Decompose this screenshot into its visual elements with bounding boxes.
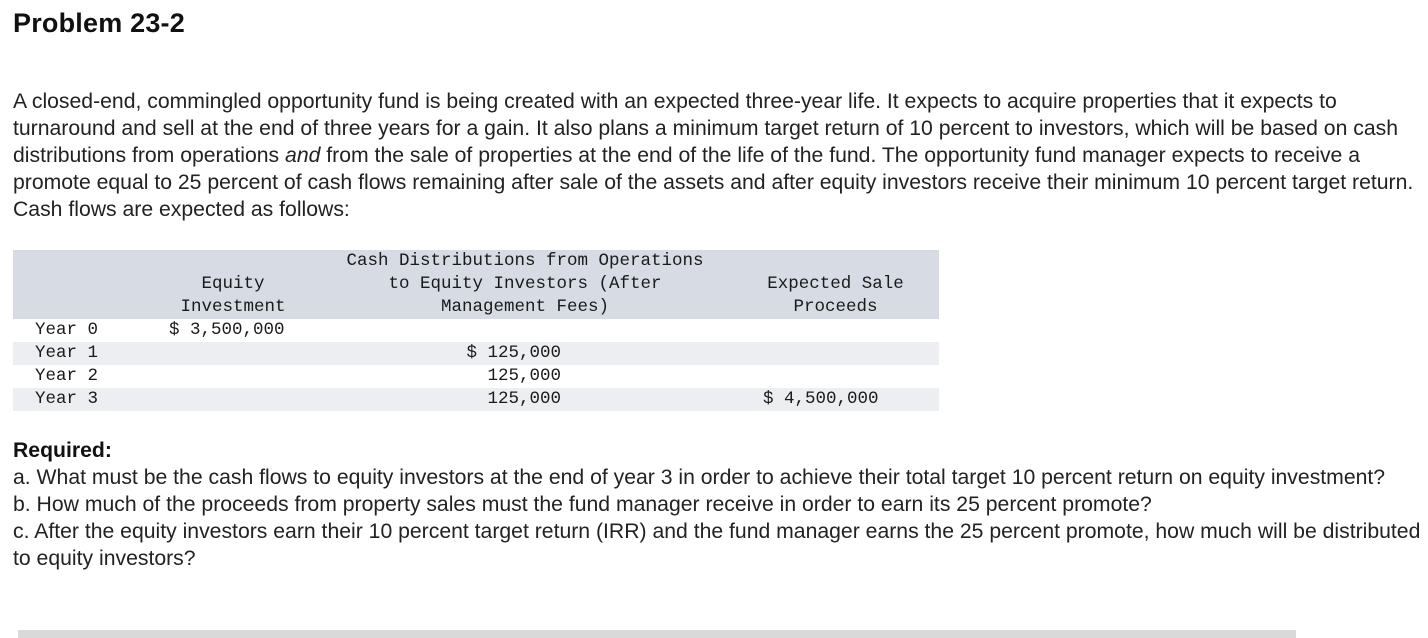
answer-panel-edge bbox=[18, 630, 1296, 638]
row-sale: $ 4,500,000 bbox=[763, 389, 879, 409]
cash-flow-table bbox=[13, 250, 939, 411]
table-row bbox=[13, 388, 939, 411]
table-row bbox=[13, 365, 939, 388]
row-cash: 125,000 bbox=[487, 366, 561, 386]
row-year: Year 3 bbox=[35, 389, 99, 409]
table-header bbox=[13, 250, 939, 319]
required-item-c: c. After the equity investors earn their 10 percent target return (IRR) and the fund manager earns the 25 percent promote, how much will be distributed to equity investors? bbox=[13, 520, 1421, 570]
header-expected-sale-proceeds: Expected Sale Proceeds bbox=[767, 274, 904, 317]
row-cash: $ 125,000 bbox=[466, 343, 561, 363]
row-year: Year 1 bbox=[35, 343, 99, 363]
header-equity-investment: Equity Investment bbox=[180, 274, 286, 317]
required-item-b: b. How much of the proceeds from property sales must the fund manager receive in order to earn its 25 percent promote? bbox=[13, 493, 1152, 516]
intro-text-part2: from the sale of properties at the end of the life of the fund. The opportunity fund manager expects to receive a promote equal to 25 percent of cash flows remaining after sale of the assets and after equity investors receive their minimum 10 percent target return. Cash flows are expected as follows: bbox=[13, 144, 1414, 221]
intro-emphasis: and bbox=[285, 144, 321, 167]
required-section bbox=[13, 437, 1423, 572]
header-cash-distributions: Cash Distributions from Operations to Equity Investors (After Management Fees) bbox=[346, 251, 704, 317]
required-item-a: a. What must be the cash flows to equity investors at the end of year 3 in order to achieve their total target 10 percent return on equity investment? bbox=[13, 466, 1386, 489]
table-row bbox=[13, 319, 939, 342]
row-equity: $ 3,500,000 bbox=[169, 320, 285, 340]
row-year: Year 0 bbox=[35, 320, 99, 340]
intro-text-part1: A closed-end, commingled opportunity fund is being created with an expected three-year life. It expects to acquire properties that it expects to turnaround and sell at the end of three years for a gain. It also plans a minimum target return of 10 percent to investors, which will be based on cash distributions from operations bbox=[13, 90, 1399, 167]
row-cash: 125,000 bbox=[487, 389, 561, 409]
problem-title: Problem 23-2 bbox=[13, 8, 185, 38]
required-heading: Required: bbox=[13, 439, 112, 462]
problem-intro bbox=[13, 88, 1423, 223]
row-year: Year 2 bbox=[35, 366, 99, 386]
table-row bbox=[13, 342, 939, 365]
